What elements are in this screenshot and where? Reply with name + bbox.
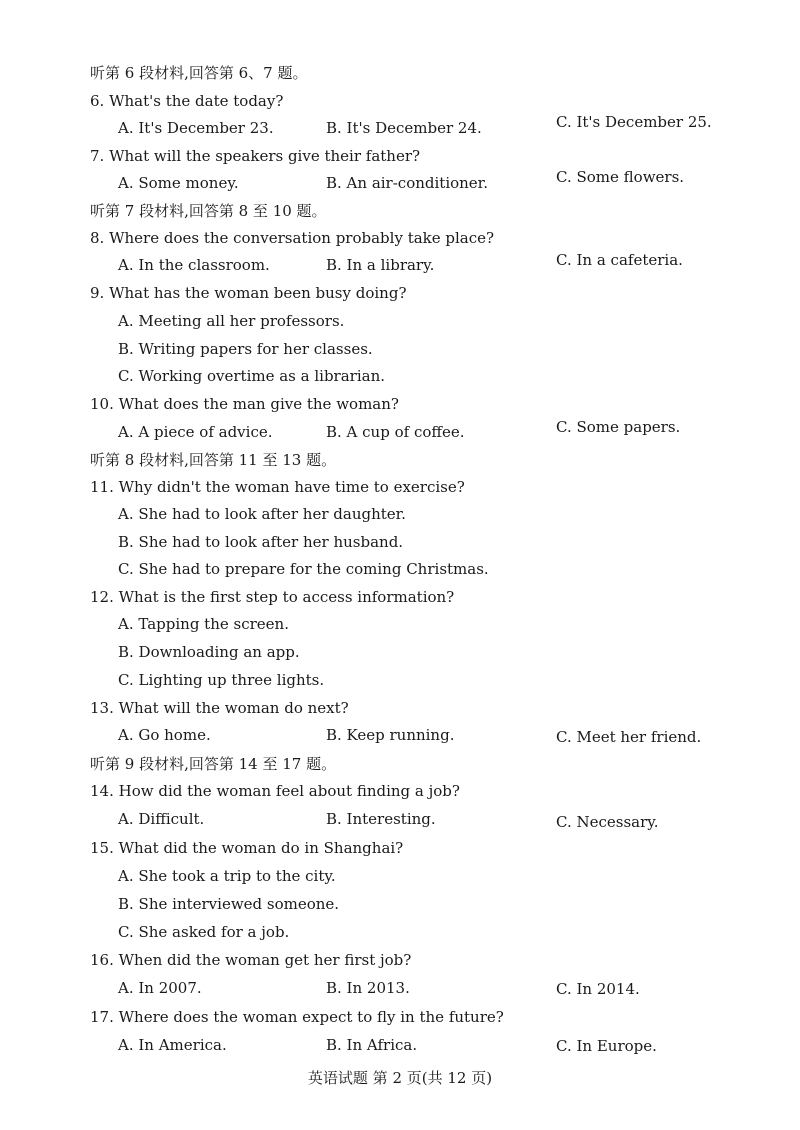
question-8-text: 8. Where does the conversation probably take place?: [90, 229, 495, 247]
section-6-heading: 听第 6 段材料,回答第 6、7 题。: [90, 64, 308, 82]
options-row: [0, 976, 800, 1000]
options-row: [0, 723, 800, 747]
question-9-text: 9. What has the woman been busy doing?: [90, 284, 407, 302]
options-row: [0, 420, 800, 444]
q14-option-c: C. Necessary.: [556, 813, 659, 831]
section-heading: [0, 199, 800, 223]
options-row: [0, 807, 800, 831]
option-row: [0, 612, 800, 636]
q10-option-c: C. Some papers.: [556, 418, 681, 436]
q11-option-a: A. She had to look after her daughter.: [118, 505, 406, 523]
options-row: [0, 168, 800, 195]
option-row: [0, 530, 800, 554]
q14-option-b: B. Interesting.: [326, 810, 436, 828]
q12-option-b: B. Downloading an app.: [118, 643, 300, 661]
q17-option-a: A. In America.: [118, 1036, 227, 1054]
q8-option-b: B. In a library.: [326, 256, 435, 274]
options-row: [0, 113, 800, 140]
question-10-text: 10. What does the man give the woman?: [90, 395, 399, 413]
q9-option-b: B. Writing papers for her classes.: [118, 340, 373, 358]
q7-option-a: A. Some money.: [118, 174, 239, 192]
q13-option-a: A. Go home.: [118, 726, 211, 744]
question: [0, 696, 800, 720]
q10-option-b: B. A cup of coffee.: [326, 423, 465, 441]
q6-option-a: A. It's December 23.: [118, 119, 274, 137]
options-row: [0, 1033, 800, 1057]
option-row: [0, 557, 800, 581]
question: [0, 948, 800, 972]
q16-option-a: A. In 2007.: [118, 979, 202, 997]
q11-option-b: B. She had to look after her husband.: [118, 533, 404, 551]
q12-option-a: A. Tapping the screen.: [118, 615, 289, 633]
option-row: [0, 892, 800, 916]
q6-option-b: B. It's December 24.: [326, 119, 482, 137]
question-13-text: 13. What will the woman do next?: [90, 699, 349, 717]
question-11-text: 11. Why didn't the woman have time to exercise?: [90, 478, 465, 496]
q9-option-a: A. Meeting all her professors.: [118, 312, 345, 330]
question-15-text: 15. What did the woman do in Shanghai?: [90, 839, 404, 857]
section-heading: [0, 61, 800, 85]
q7-option-b: B. An air-conditioner.: [326, 174, 488, 192]
section-7-heading: 听第 7 段材料,回答第 8 至 10 题。: [90, 202, 327, 220]
q15-option-b: B. She interviewed someone.: [118, 895, 340, 913]
q15-option-c: C. She asked for a job.: [118, 923, 290, 941]
q12-option-c: C. Lighting up three lights.: [118, 671, 325, 689]
section-heading: [0, 752, 800, 776]
option-row: [0, 364, 800, 388]
question: [0, 779, 800, 803]
option-row: [0, 502, 800, 526]
q8-option-c: C. In a cafeteria.: [556, 251, 683, 269]
question-12-text: 12. What is the first step to access information?: [90, 588, 455, 606]
section-8-heading: 听第 8 段材料,回答第 11 至 13 题。: [90, 451, 337, 469]
q14-option-a: A. Difficult.: [118, 810, 205, 828]
question: [0, 1005, 800, 1029]
q16-option-c: C. In 2014.: [556, 980, 640, 998]
q8-option-a: A. In the classroom.: [118, 256, 270, 274]
option-row: [0, 668, 800, 692]
q6-option-c: C. It's December 25.: [556, 113, 712, 131]
question-6-text: 6. What's the date today?: [90, 92, 284, 110]
question-7-text: 7. What will the speakers give their father?: [90, 147, 421, 165]
q7-option-c: C. Some flowers.: [556, 168, 685, 186]
q15-option-a: A. She took a trip to the city.: [118, 867, 336, 885]
page-footer: 英语试题 第 2 页(共 12 页): [307, 1069, 493, 1087]
section-heading: [0, 448, 800, 472]
section-9-heading: 听第 9 段材料,回答第 14 至 17 题。: [90, 755, 337, 773]
question: [0, 836, 800, 860]
q9-option-c: C. Working overtime as a librarian.: [118, 367, 386, 385]
q11-option-c: C. She had to prepare for the coming Christmas.: [118, 560, 489, 578]
option-row: [0, 640, 800, 664]
option-row: [0, 337, 800, 361]
option-row: [0, 864, 800, 888]
question: [0, 475, 800, 499]
option-row: [0, 309, 800, 333]
question-17-text: 17. Where does the woman expect to fly in the future?: [90, 1008, 504, 1026]
q17-option-b: B. In Africa.: [326, 1036, 418, 1054]
q17-option-c: C. In Europe.: [556, 1037, 657, 1055]
question: [0, 585, 800, 609]
options-row: [0, 253, 800, 277]
q13-option-b: B. Keep running.: [326, 726, 455, 744]
q10-option-a: A. A piece of advice.: [118, 423, 273, 441]
option-row: [0, 920, 800, 944]
question: [0, 392, 800, 416]
q16-option-b: B. In 2013.: [326, 979, 410, 997]
question-14-text: 14. How did the woman feel about finding a job?: [90, 782, 460, 800]
q13-option-c: C. Meet her friend.: [556, 728, 702, 746]
question-16-text: 16. When did the woman get her first job?: [90, 951, 412, 969]
question: [0, 226, 800, 250]
question: [0, 281, 800, 305]
